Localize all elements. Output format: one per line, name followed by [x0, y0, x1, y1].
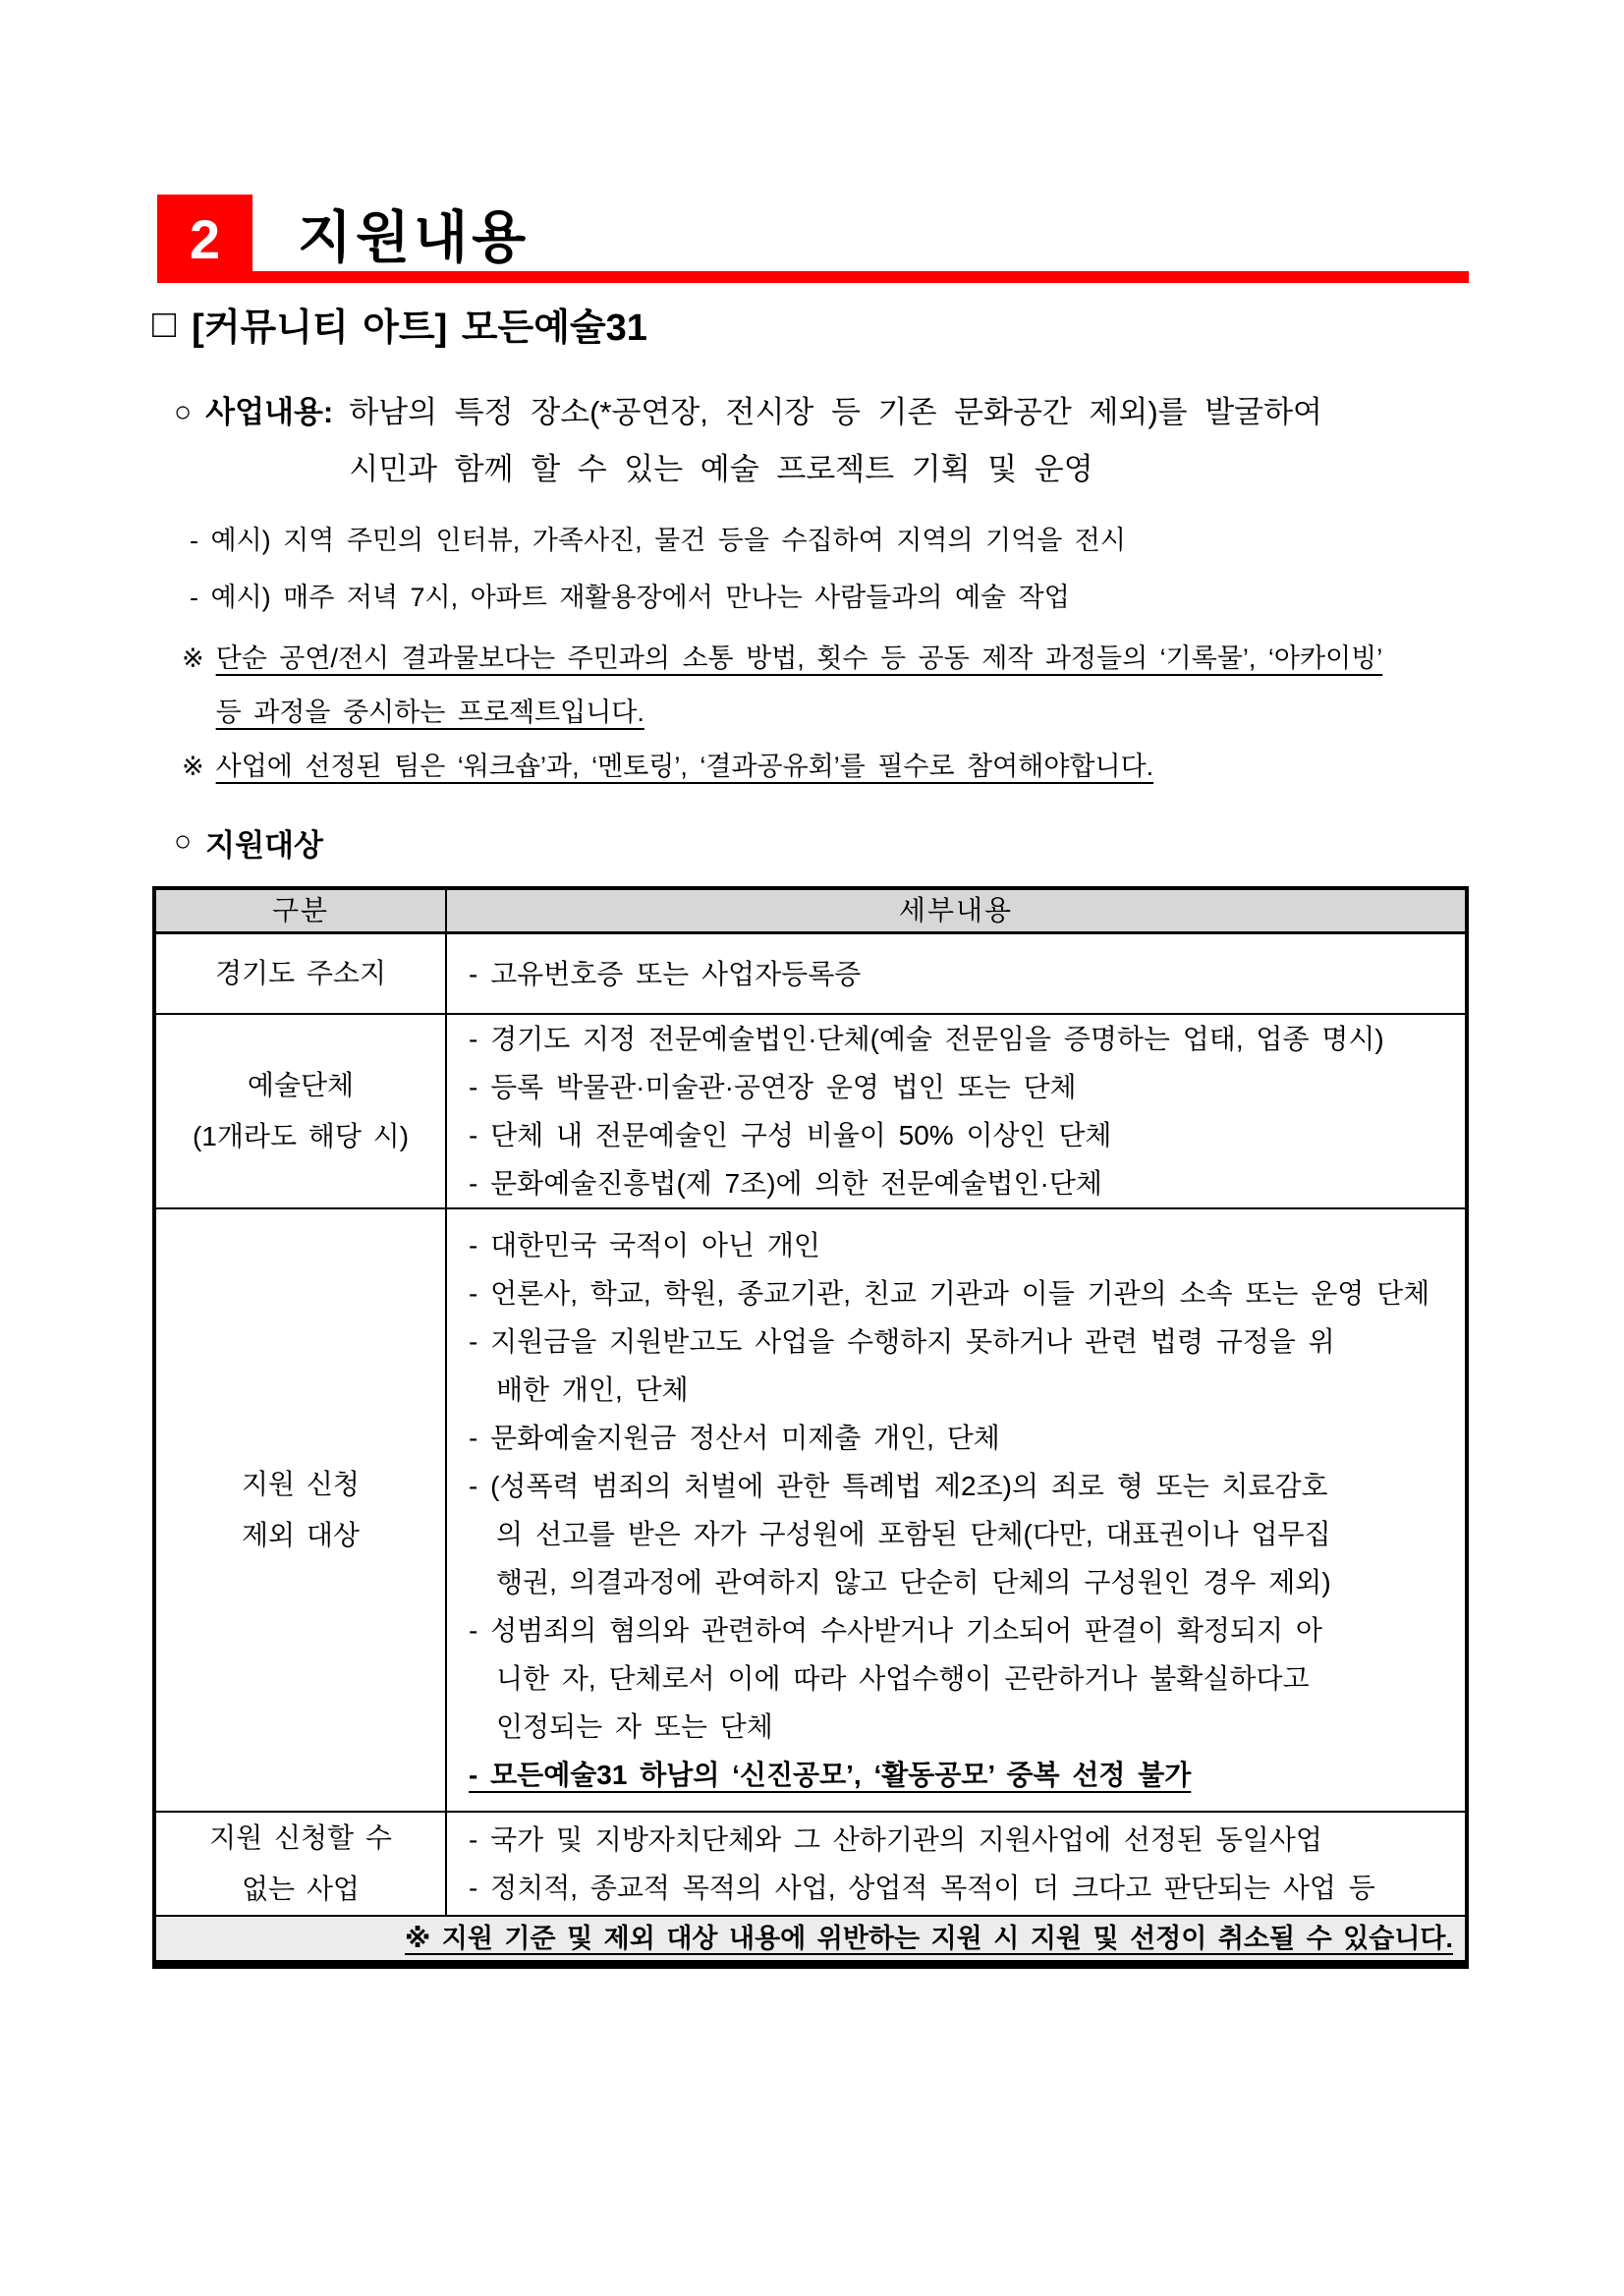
table-row — [156, 1013, 1465, 1207]
details-line: - 고유번호증 또는 사업자등록증 — [469, 958, 862, 989]
note-line: 단순 공연/전시 결과물보다는 주민과의 소통 방법, 횟수 등 공동 제작 과정들의 ‘기록물’, ‘아카이빙’ — [215, 644, 1383, 673]
details-line: - 모든예술31 하남의 ‘신진공모’, ‘활동공모’ 중복 선정 불가 — [469, 1760, 1192, 1790]
table-footer-note-text: ※ 지원 기준 및 제외 대상 내용에 위반하는 지원 시 지원 및 선정이 취소될 수 있습니다. — [405, 1924, 1453, 1953]
details-line: 인정되는 자 또는 단체 — [496, 1711, 773, 1742]
header-underline-bar — [157, 271, 1469, 283]
details-cell — [447, 1209, 1465, 1811]
note-item — [182, 740, 1469, 794]
details-line: - 지원금을 지원받고도 사업을 수행하지 못하거나 관련 법령 규정을 위 — [469, 1326, 1335, 1357]
category-cell — [156, 934, 447, 1013]
section-header — [152, 195, 1469, 283]
business-content-line: 시민과 함께 할 수 있는 예술 프로젝트 기획 및 운영 — [349, 452, 1093, 486]
category-cell — [156, 1209, 447, 1811]
section-number: 2 — [189, 207, 221, 270]
square-bullet-icon: □ — [152, 302, 177, 346]
category-cell — [156, 1015, 447, 1207]
details-line: - 문화예술진흥법(제 7조)에 의한 전문예술법인·단체 — [469, 1168, 1102, 1199]
note-list — [182, 632, 1469, 794]
section-number-box — [157, 195, 252, 283]
table-header-category: 구분 — [156, 890, 447, 931]
category-line: 경기도 주소지 — [214, 958, 387, 988]
details-line: - (성폭력 범죄의 처벌에 관한 특례법 제2조)의 죄로 형 또는 치료감호 — [469, 1471, 1328, 1501]
details-line: 니한 자, 단체로서 이에 따라 사업수행이 곤란하거나 불확실하다고 — [496, 1663, 1310, 1694]
table-header-details: 세부내용 — [898, 895, 1014, 925]
category-line: (1개라도 해당 시) — [192, 1121, 410, 1151]
details-line: - 대한민국 국적이 아닌 개인 — [469, 1230, 820, 1260]
table-footer-note — [156, 1915, 1465, 1960]
details-line: - 언론사, 학교, 학원, 종교기관, 친교 기관과 이들 기관의 소속 또는 운영 단체 — [469, 1278, 1430, 1309]
category-line: 지원 신청할 수 — [209, 1822, 392, 1853]
note-text — [216, 740, 1154, 794]
details-line: - 국가 및 지방자치단체와 그 산하기관의 지원사업에 선정된 동일사업 — [469, 1824, 1322, 1855]
table-row — [156, 1811, 1465, 1915]
category-cell — [156, 1813, 447, 1915]
details-cell — [447, 934, 1465, 1013]
example-line: - 예시) 지역 주민의 인터뷰, 가족사진, 물건 등을 수집하여 지역의 기억을 전시 — [190, 526, 1126, 555]
support-target-table — [152, 886, 1469, 1969]
note-text — [216, 632, 1383, 740]
business-content-line: 하남의 특정 장소(*공연장, 전시장 등 기존 문화공간 제외)를 발굴하여 — [349, 395, 1322, 429]
example-line: - 예시) 매주 저녁 7시, 아파트 재활용장에서 만나는 사람들과의 예술 작업 — [190, 583, 1070, 612]
details-line: 의 선고를 받은 자가 구성원에 포함된 단체(다만, 대표권이나 업무집 — [496, 1519, 1331, 1549]
table-header-row — [156, 890, 1465, 934]
note-line: 사업에 선정된 팀은 ‘워크숍’과, ‘멘토링’, ‘결과공유회’를 필수로 참여해야합니다. — [215, 752, 1154, 781]
example-list — [190, 512, 1469, 626]
document-content — [152, 195, 1469, 1969]
subtitle-text: [커뮤니티 아트] 모든예술31 — [192, 308, 647, 349]
category-line: 없는 사업 — [242, 1874, 360, 1904]
details-line: 행권, 의결과정에 관여하지 않고 단순히 단체의 구성원인 경우 제외) — [496, 1567, 1331, 1597]
details-cell — [447, 1813, 1465, 1915]
details-line: - 성범죄의 혐의와 관련하여 수사받거나 기소되어 판결이 확정되지 아 — [469, 1615, 1322, 1646]
note-item — [182, 632, 1469, 740]
reference-mark-icon: ※ — [182, 644, 204, 673]
business-content-block — [174, 384, 1469, 498]
category-line: 제외 대상 — [242, 1520, 360, 1550]
details-line: - 단체 내 전문예술인 구성 비율이 50% 이상인 단체 — [469, 1120, 1112, 1150]
business-content-text — [349, 384, 1322, 498]
details-cell — [447, 1015, 1465, 1207]
reference-mark-icon: ※ — [182, 752, 204, 781]
table-row — [156, 1207, 1465, 1811]
table-row — [156, 934, 1465, 1013]
note-line: 등 과정을 중시하는 프로젝트입니다. — [215, 698, 644, 727]
table-body — [156, 934, 1465, 1915]
details-line: - 정치적, 종교적 목적의 사업, 상업적 목적이 더 크다고 판단되는 사업 등 — [469, 1873, 1375, 1903]
page-title: 지원내용 — [298, 206, 531, 269]
details-line: 배한 개인, 단체 — [496, 1374, 689, 1405]
details-line: - 문화예술지원금 정산서 미제출 개인, 단체 — [469, 1423, 1000, 1453]
details-line: - 경기도 지정 전문예술법인·단체(예술 전문임을 증명하는 업태, 업종 명시) — [469, 1024, 1384, 1054]
target-heading — [174, 819, 1469, 865]
target-heading-label: 지원대상 — [205, 827, 323, 863]
category-line: 예술단체 — [247, 1070, 355, 1100]
subtitle — [152, 297, 1469, 351]
circle-bullet-icon: ○ — [174, 396, 193, 428]
circle-bullet-icon: ○ — [174, 825, 193, 858]
category-line: 지원 신청 — [242, 1469, 360, 1499]
business-content-label: 사업내용: — [205, 395, 334, 429]
details-line: - 등록 박물관·미술관·공연장 운영 법인 또는 단체 — [469, 1072, 1077, 1102]
